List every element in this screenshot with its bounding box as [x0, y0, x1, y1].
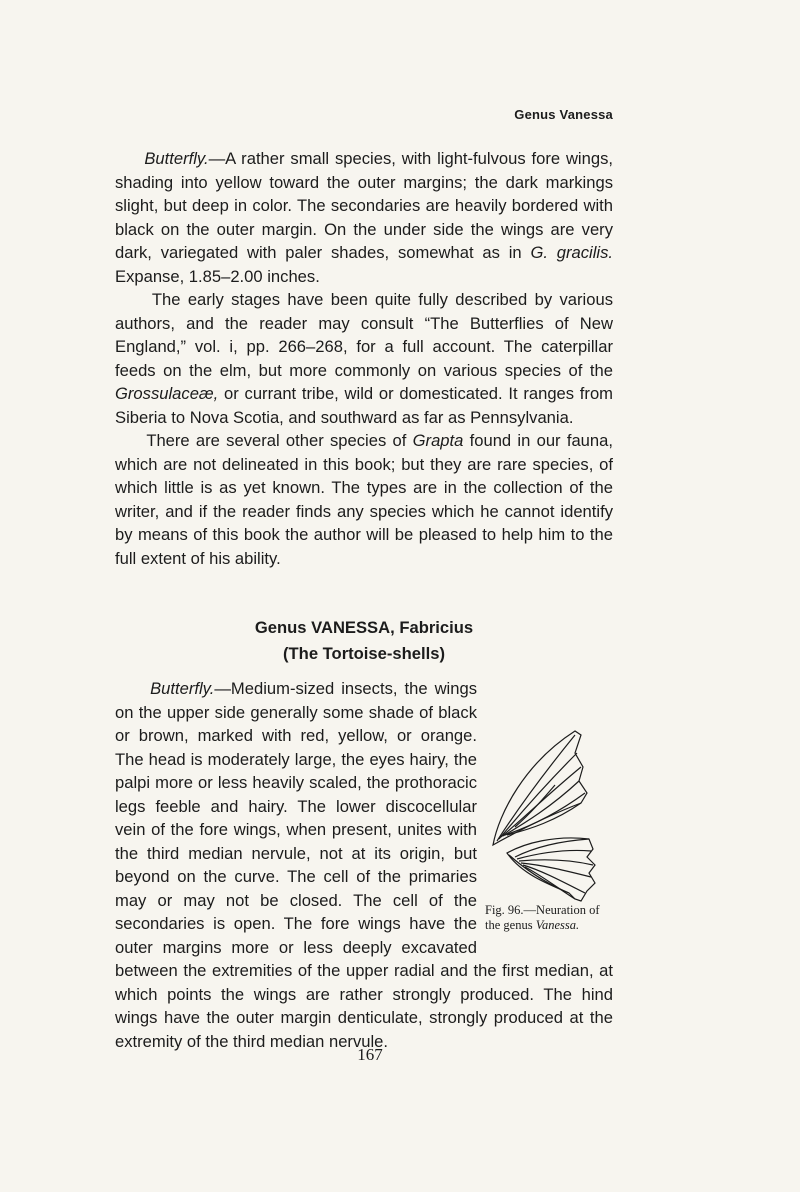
- para1-text-a: —A rather small species, with light-fulvous fore wings, shading into yellow toward the outer margins; the dark markings slight, but deep in color. The secondaries are heavily bordered with black on the outer margin. On the under side the wings are very dark, variegated with paler shades, somewhat as in: [115, 149, 613, 262]
- genus-subtitle: (The Tortoise-shells): [283, 644, 445, 663]
- genus-name: Grapta: [412, 431, 464, 450]
- para3-text-b: found in our fauna, which are not delineated in this book; but they are rare species, of which little is as yet known. The types are in the collection of the writer, and if the reader finds any species which he cannot identify by means of this book the author will be pleased to help him to the full extent of his ability.: [115, 431, 613, 568]
- para4-text: —Medium-sized insects, the wings on the upper side generally some shade of black or brown, marked with red, yellow, or orange. The head is moderately large, the eyes hairy, the palpi more or less heavily scaled, the prothoracic legs feeble and hairy. The lower discocellular vein of the fore wings, when present, unites with the third median nervule, not at its origin, but beyond on the curve. The cell of the primaries may or may not be closed. The cell of the secondaries is open. The fore wings have the outer margins more or less deeply excavated between the extremities of the upper radial and the first median, at which points the wings are rather strongly produced. The hind wings have the outer margin denticulate, strongly produced at the extremity of the third median nervule.: [115, 679, 613, 1051]
- upper-text-block: [115, 147, 613, 570]
- page-number: 167: [357, 1045, 383, 1064]
- lead-term-vanessa: Butterfly.: [150, 679, 215, 698]
- caption-text: Fig. 96.—Neuration of the genus: [485, 903, 600, 932]
- running-head: Genus Vanessa: [514, 107, 613, 122]
- figure-caption: [485, 903, 613, 933]
- lower-text-block: [115, 677, 613, 1053]
- para2-text-b: or currant tribe, wild or domesticated. It ranges from Siberia to Nova Scotia, and southward as far as Pennsylvania.: [115, 384, 613, 427]
- genus-heading: [115, 615, 613, 667]
- caption-genus: Vanessa.: [535, 918, 580, 932]
- para2-text-a: The early stages have been quite fully described by various authors, and the reader may consult “The Butterflies of New England,” vol. i, pp. 266–268, for a full account. The caterpillar feeds on the elm, but more commonly on various species of the: [115, 290, 613, 380]
- lead-term: Butterfly.: [144, 149, 209, 168]
- paragraph-butterfly-description: [115, 147, 613, 288]
- paragraph-other-species: [115, 429, 613, 570]
- paragraph-early-stages: [115, 288, 613, 429]
- figure-96: [485, 723, 613, 948]
- wing-neuration-illustration: [485, 723, 613, 903]
- family-name: Grossulaceæ,: [115, 384, 219, 403]
- genus-title: Genus VANESSA, Fabricius: [254, 618, 474, 637]
- para1-text-b: Expanse, 1.85–2.00 inches.: [115, 266, 320, 286]
- species-name: G. gracilis.: [530, 243, 614, 262]
- para3-text-a: There are several other species of: [146, 431, 413, 450]
